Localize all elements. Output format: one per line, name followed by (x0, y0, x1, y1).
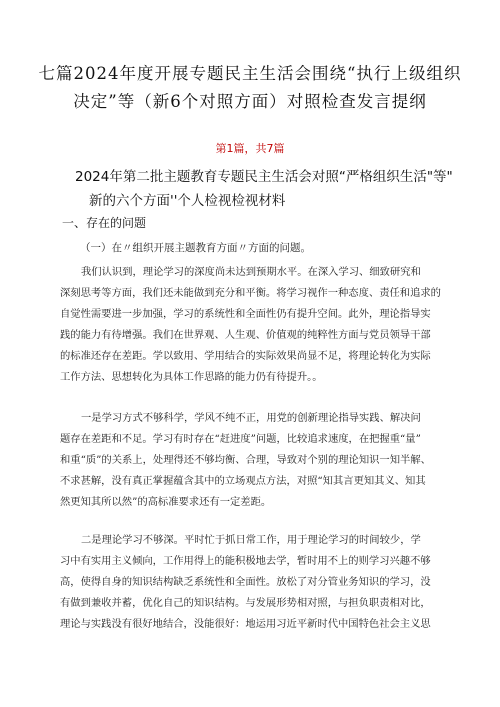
paragraph-line: 二是理论学习不够深。平时忙于抓日常工作，用于理论学习的时间较少，学 (81, 534, 421, 546)
paragraph-line: 自觉性需要进一步加强，学习的系统性和全面性仍有提升空间。此外，理论指导实 (60, 308, 431, 320)
title-line-2: 决定”等（新6个对照方面）对照检查发言提纲 (73, 92, 427, 111)
paragraph-line: 理论与实践没有很好地结合，没能很好：地运用习近平新时代中国特色社会主义思 (60, 618, 431, 630)
paragraph-line: 的标准还存在差距。学以致用、学用结合的实际效果尚显不足，将理论转化为实际 (60, 350, 431, 362)
paragraph-3 (60, 530, 455, 635)
heading-level-1: 一、存在的问题 (62, 216, 147, 230)
subtitle-line-1: 2024年第二批主题教育专题民主生活会对照“严格组织生活"等" (75, 169, 453, 185)
title-line-1: 七篇2024年度开展专题民主生活会围绕“执行上级组织 (38, 64, 462, 83)
document-title (30, 60, 470, 116)
paragraph-2 (60, 408, 455, 513)
paragraph-line: 有做到兼收并蓄，优化自己的知识结构。与发展形势相对照，与担负职责相对比， (60, 597, 431, 609)
paragraph-line: 我们认识到，理论学习的深度尚未达到预期水平。在深入学习、细致研究和 (81, 266, 421, 278)
paragraph-line: 工作方法、思想转化为具体工作思路的能力仍有待提升。。 (60, 371, 323, 383)
paragraph-line: 深刻思考等方面，我们还未能做到充分和平衡。将学习视作一种态度、责任和追求的 (60, 287, 441, 299)
subtitle-line-2: 新的六个方面''个人检视检视材料 (89, 193, 286, 209)
heading-level-2: （一）在〃组织开展主题教育方面〃方面的问题。 (80, 242, 311, 254)
paragraph-line: 高，使得自身的知识结构缺乏系统性和全面性。放松了对分管业务知识的学习，没 (60, 576, 431, 588)
paragraph-line: 然更知其所以然”的高标准要求还有一定差距。 (60, 496, 272, 508)
paragraph-line: 习中有实用主义倾向，工作用得上的能积极地去学，暂时用不上的则学习兴趣不够 (60, 555, 431, 567)
paragraph-1 (60, 262, 455, 388)
subtitle (75, 165, 475, 213)
paragraph-line: 和重“质”的关系上，处理得还不够均衡、合理，导致对个别的理论知识一知半解、 (60, 454, 431, 466)
paragraph-line: 题存在差距和不足。学习有时存在“赶进度”问题，比较追求速度，在把握重“量” (60, 433, 421, 445)
section-marker: 第1篇，共7篇 (215, 142, 285, 155)
paragraph-line: 一是学习方式不够科学，学风不纯不正，用党的创新理论指导实践、解决问 (81, 412, 421, 424)
paragraph-line: 践的能力有待增强。我们在世界观、人生观、价值观的纯粹性方面与党员领导干部 (60, 329, 431, 341)
paragraph-line: 不求甚解，没有真正掌握蕴含其中的立场观点方法，对照“知其言更知其义、知其 (60, 475, 426, 487)
